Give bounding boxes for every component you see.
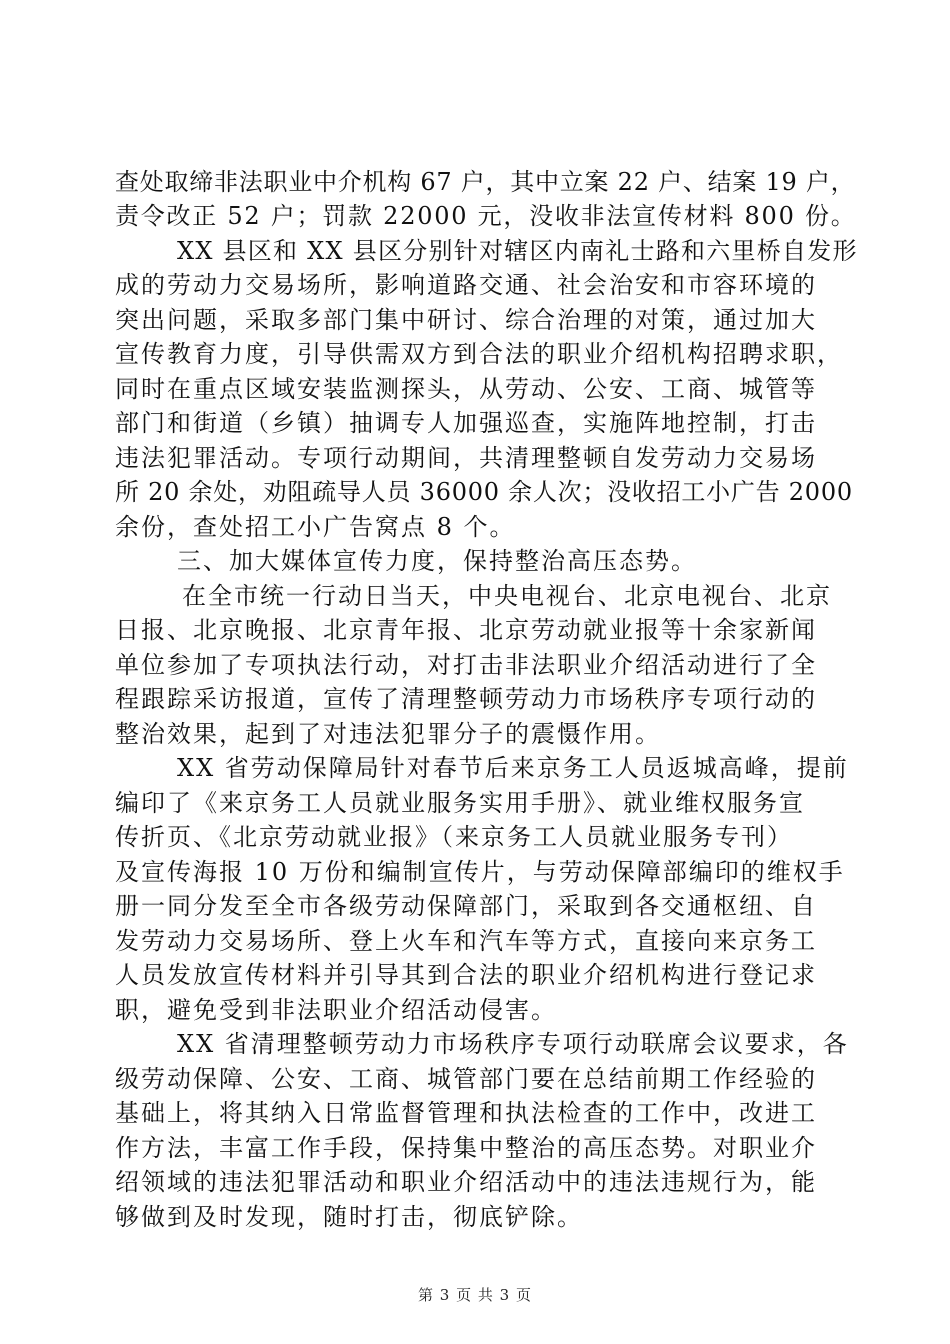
text-line: 传折页、《北京劳动就业报》（来京务工人员就业服务专刊）	[115, 823, 793, 851]
section-heading: 三、加大媒体宣传力度，保持整治高压态势。	[177, 547, 697, 575]
text-line: 单位参加了专项执法行动，对打击非法职业介绍活动进行了全	[115, 651, 817, 679]
text-line: 及宣传海报 10 万份和编制宣传片，与劳动保障部编印的维权手	[115, 858, 845, 886]
text-line: 整治效果，起到了对违法犯罪分子的震慑作用。	[115, 720, 661, 748]
text-line: 级劳动保障、公安、工商、城管部门要在总结前期工作经验的	[115, 1065, 817, 1093]
text-line: 作方法，丰富工作手段，保持集中整治的高压态势。对职业介	[115, 1134, 817, 1162]
text-line: 违法犯罪活动。专项行动期间，共清理整顿自发劳动力交易场	[115, 444, 817, 472]
text-line: 职，避免受到非法职业介绍活动侵害。	[115, 996, 557, 1024]
text-line: XX 省清理整顿劳动力市场秩序专项行动联席会议要求，各	[177, 1030, 849, 1058]
text-line: 程跟踪采访报道，宣传了清理整顿劳动力市场秩序专项行动的	[115, 685, 817, 713]
text-line: 余份，查处招工小广告窝点 8 个。	[115, 513, 516, 541]
text-line: 绍领域的违法犯罪活动和职业介绍活动中的违法违规行为，能	[115, 1168, 817, 1196]
text-line: 日报、北京晚报、北京青年报、北京劳动就业报等十余家新闻	[115, 616, 817, 644]
text-line: 在全市统一行动日当天，中央电视台、北京电视台、北京	[182, 582, 832, 610]
text-line: 编印了《来京务工人员就业服务实用手册》、就业维权服务宣	[115, 789, 805, 817]
text-line: 发劳动力交易场所、登上火车和汽车等方式，直接向来京务工	[115, 927, 817, 955]
text-line: 够做到及时发现，随时打击，彻底铲除。	[115, 1203, 583, 1231]
text-line: 人员发放宣传材料并引导其到合法的职业介绍机构进行登记求	[115, 961, 817, 989]
text-line: 基础上，将其纳入日常监督管理和执法检查的工作中，改进工	[115, 1099, 817, 1127]
text-line: 责令改正 52 户；罚款 22000 元，没收非法宣传材料 800 份。	[115, 202, 857, 230]
text-line: 册一同分发至全市各级劳动保障部门，采取到各交通枢纽、自	[115, 892, 817, 920]
page-number-footer: 第 3 页 共 3 页	[418, 1286, 532, 1304]
text-line: 成的劳动力交易场所，影响道路交通、社会治安和市容环境的	[115, 271, 817, 299]
text-line: 同时在重点区域安装监测探头，从劳动、公安、工商、城管等	[115, 375, 817, 403]
text-line: XX 省劳动保障局针对春节后来京务工人员返城高峰，提前	[177, 754, 849, 782]
text-line: 查处取缔非法职业中介机构 67 户，其中立案 22 户、结案 19 户，	[115, 168, 856, 196]
text-line: 所 20 余处，劝阻疏导人员 36000 余人次；没收招工小广告 2000	[115, 478, 853, 506]
text-line: 宣传教育力度，引导供需双方到合法的职业介绍机构招聘求职，	[115, 340, 843, 368]
text-line: 部门和街道（乡镇）抽调专人加强巡查，实施阵地控制，打击	[115, 409, 817, 437]
text-line: 突出问题，采取多部门集中研讨、综合治理的对策，通过加大	[115, 306, 817, 334]
text-line: XX 县区和 XX 县区分别针对辖区内南礼士路和六里桥自发形	[177, 237, 858, 265]
